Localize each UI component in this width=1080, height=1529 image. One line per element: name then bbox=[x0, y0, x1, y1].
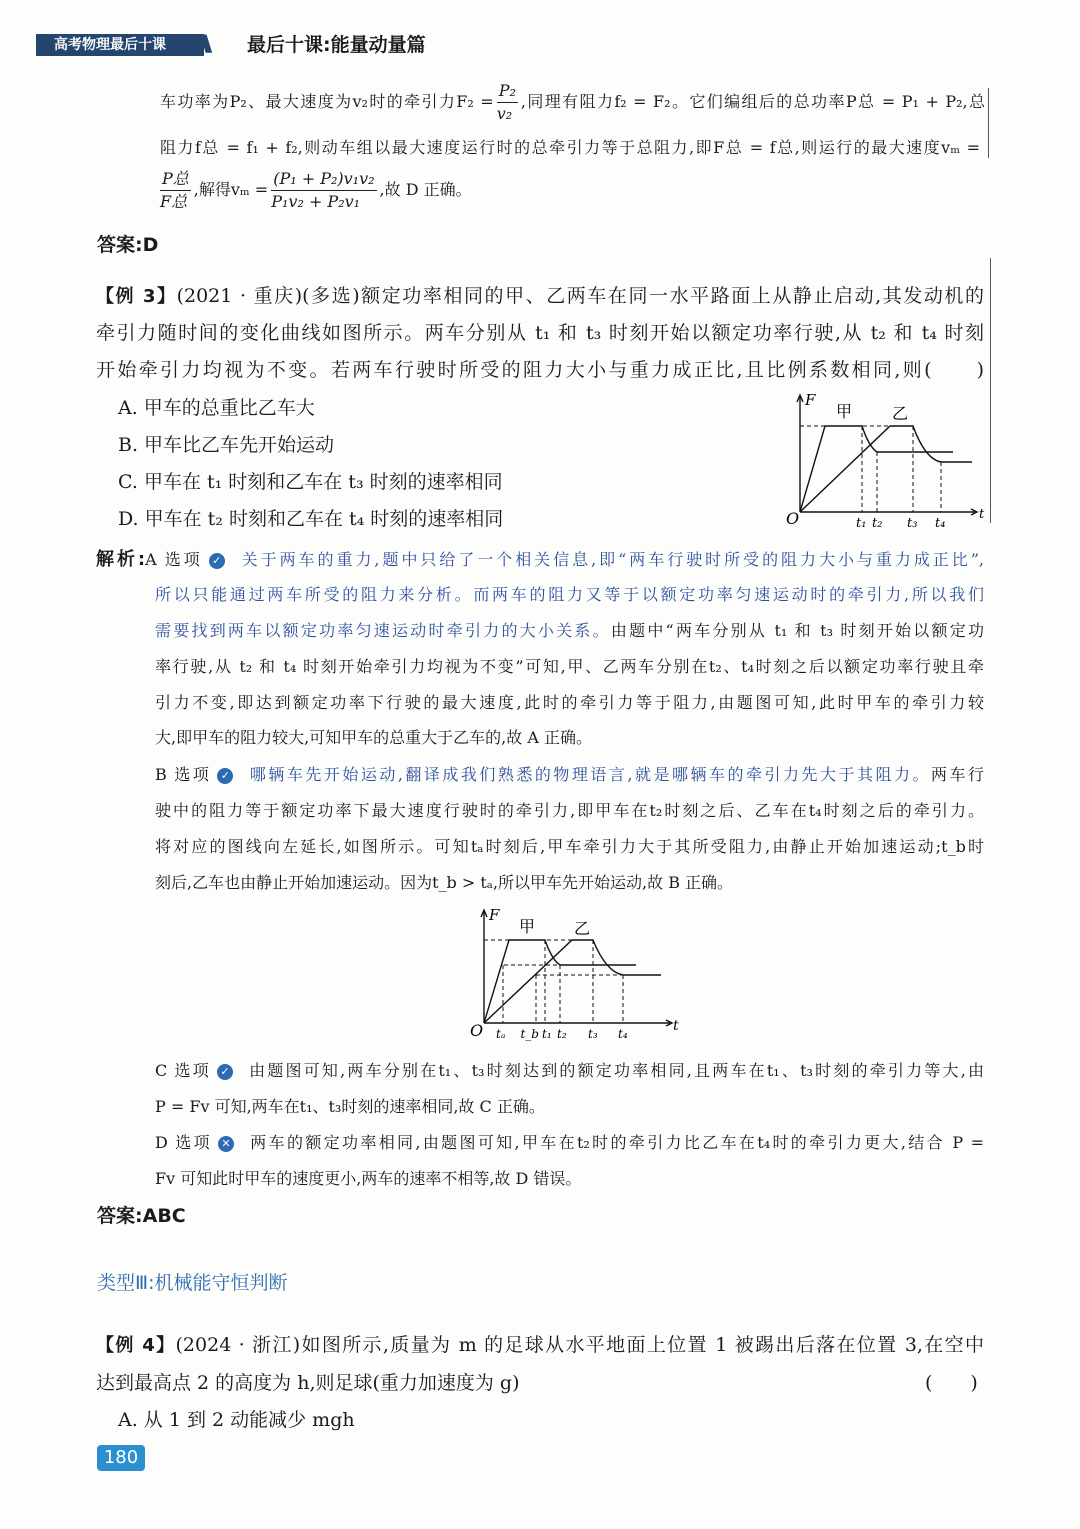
analysis-line: 大,即甲车的阻力较大,可知甲车的总重大于乙车的,故 A 正确。 bbox=[155, 728, 592, 747]
question-line: 达到最高点 2 的高度为 h,则足球(重力加速度为 g) bbox=[96, 1372, 520, 1394]
text: 两车行 bbox=[930, 765, 984, 784]
check-icon: ✓ bbox=[217, 768, 233, 784]
example-label: 【例 4】 bbox=[96, 1335, 176, 1356]
example-label: 【例 3】 bbox=[96, 286, 177, 307]
text: ,故 D 正确。 bbox=[379, 180, 472, 199]
analysis-line: 将对应的图线向左延长,如图所示。可知tₐ时刻后,甲车牵引力大于其所受阻力,由静止开始加速运动;t_b时 bbox=[155, 837, 984, 856]
text: 哪辆车先开始运动,翻译成我们熟悉的物理语言,就是哪辆车的牵引力先大于其阻力。 bbox=[247, 765, 931, 784]
chapter-title: 最后十课:能量动量篇 bbox=[247, 34, 426, 56]
tick-t4: t₄ bbox=[618, 1027, 628, 1041]
section-heading: 类型Ⅲ:机械能守恒判断 bbox=[97, 1272, 288, 1294]
fraction bbox=[271, 168, 376, 213]
denominator: P₁v₂ + P₂v₁ bbox=[271, 192, 361, 211]
analysis-line bbox=[155, 1130, 984, 1153]
text: ,解得vₘ = bbox=[193, 180, 269, 199]
fraction bbox=[497, 80, 518, 125]
axis-label-t: t bbox=[979, 507, 985, 522]
answer-blank: ( ) bbox=[925, 1372, 978, 1394]
label-yi: 乙 bbox=[574, 919, 591, 938]
tick-t1: t₁ bbox=[856, 516, 867, 531]
analysis-line bbox=[155, 762, 984, 785]
axis-label-f: F bbox=[805, 391, 816, 409]
answer bbox=[97, 230, 158, 257]
tick-t2: t₂ bbox=[872, 516, 883, 531]
origin-label: O bbox=[470, 1021, 484, 1040]
analysis-line: 引力不变,即达到额定功率下行驶的最大速度,此时的牵引力等于阻力,由题图可知,此时甲车的牵引力较 bbox=[155, 693, 984, 712]
check-icon: ✓ bbox=[217, 1064, 233, 1080]
option-a: A. 甲车的总重比乙车大 bbox=[118, 397, 315, 419]
text: (2021 · 重庆)(多选)额定功率相同的甲、乙两车在同一水平路面上从静止启动,其发动机的 bbox=[176, 285, 984, 307]
option-b: B. 甲车比乙车先开始运动 bbox=[118, 434, 335, 456]
solution-line: 阻力f总 = f₁ + f₂,则动车组以最大速度运行时的总牵引力等于总阻力,即F总 = f总,则运行的最大速度vₘ = bbox=[160, 138, 980, 157]
answer-value: ABC bbox=[142, 1205, 186, 1227]
question-line bbox=[96, 1330, 984, 1357]
option-label: A 选项 bbox=[145, 550, 203, 569]
denominator: v₂ bbox=[496, 104, 513, 123]
analysis-line: 刻后,乙车也由静止开始加速运动。因为t_b > tₐ,所以甲车先开始运动,故 B 正确。 bbox=[155, 873, 734, 892]
axis-label-t: t bbox=[673, 1018, 679, 1034]
analysis-line: 所以只能通过两车所受的阻力来分析。而两车的阻力又等于以额定功率匀速运动时的牵引力,所以我们 bbox=[155, 585, 984, 604]
question-line bbox=[96, 281, 984, 308]
answer-label: 答案: bbox=[97, 1205, 143, 1227]
text: (2024 · 浙江)如图所示,质量为 m 的足球从水平地面上位置 1 被踢出后落在位置 3,在空中 bbox=[175, 1334, 984, 1356]
cross-icon: ✕ bbox=[218, 1136, 234, 1152]
label-jia: 甲 bbox=[519, 917, 536, 936]
option-d: D. 甲车在 t₂ 时刻和乙车在 t₄ 时刻的速率相同 bbox=[118, 508, 504, 530]
numerator: (P₁ + P₂)v₁v₂ bbox=[271, 168, 376, 191]
option-c: C. 甲车在 t₁ 时刻和乙车在 t₃ 时刻的速率相同 bbox=[118, 471, 503, 493]
page-edge-line bbox=[988, 88, 989, 158]
extended-force-time-graph bbox=[460, 900, 690, 1050]
tick-ta: tₐ bbox=[496, 1027, 506, 1041]
analysis-line bbox=[96, 545, 984, 571]
tick-t3: t₃ bbox=[907, 516, 918, 531]
axis-label-f: F bbox=[489, 906, 500, 924]
text: 由题中“两车分别从 t₁ 和 t₃ 时刻开始以额定功 bbox=[610, 621, 984, 640]
solution-line bbox=[157, 168, 472, 213]
denominator: F总 bbox=[160, 192, 188, 211]
check-icon: ✓ bbox=[209, 553, 225, 569]
answer-label: 答案: bbox=[97, 234, 143, 256]
solution-line bbox=[160, 80, 985, 125]
option-label: D 选项 bbox=[155, 1133, 212, 1152]
question-line: 开始牵引力均视为不变。若两车行驶时所受的阻力大小与重力成正比,且比例系数相同,则( ) bbox=[96, 359, 984, 381]
text: 两车的额定功率相同,由题图可知,甲车在t₂时的牵引力比乙车在t₄时的牵引力更大,结合 P = bbox=[247, 1133, 984, 1152]
text: 关于两车的重力,题中只给了一个相关信息,即“两车行驶时所受的阻力大小与重力成正比”, bbox=[238, 550, 984, 569]
page-number: 180 bbox=[97, 1445, 145, 1471]
text: 由题图可知,两车分别在t₁、t₃时刻达到的额定功率相同,且两车在t₁、t₃时刻的牵引力等大,由 bbox=[246, 1061, 984, 1080]
force-time-graph bbox=[770, 385, 1000, 535]
text: 需要找到两车以额定功率匀速运动时牵引力的大小关系。 bbox=[155, 621, 611, 640]
option-a: A. 从 1 到 2 动能减少 mgh bbox=[118, 1409, 355, 1431]
tick-t2: t₂ bbox=[557, 1027, 567, 1041]
numerator: P总 bbox=[160, 168, 191, 191]
curve-yi bbox=[800, 426, 972, 512]
series-banner: 高考物理最后十课 bbox=[36, 34, 204, 56]
answer-value: D bbox=[142, 234, 159, 256]
fraction bbox=[160, 168, 191, 213]
tick-tb: t_b bbox=[520, 1027, 539, 1041]
tick-t3: t₃ bbox=[588, 1027, 598, 1041]
text: ,同理有阻力f₂ = F₂。它们编组后的总功率P总 = P₁ + P₂,总 bbox=[520, 92, 985, 111]
option-label: B 选项 bbox=[155, 765, 212, 784]
analysis-line: 率行驶,从 t₂ 和 t₄ 时刻开始牵引力均视为不变”可知,甲、乙两车分别在t₂、t₄时刻之后以额定功率行驶且牵 bbox=[155, 657, 984, 676]
origin-label: O bbox=[786, 509, 800, 528]
analysis-label: 解析: bbox=[96, 549, 146, 570]
analysis-line bbox=[155, 618, 984, 641]
tick-t4: t₄ bbox=[935, 516, 946, 531]
numerator: P₂ bbox=[497, 80, 518, 103]
analysis-line: Fv 可知此时甲车的速度更小,两车的速率不相等,故 D 错误。 bbox=[155, 1169, 582, 1188]
question-line: 牵引力随时间的变化曲线如图所示。两车分别从 t₁ 和 t₃ 时刻开始以额定功率行驶,从 t₂ 和 t₄ 时刻 bbox=[96, 322, 984, 344]
label-yi: 乙 bbox=[892, 404, 909, 423]
analysis-line: 驶中的阻力等于额定功率下最大速度行驶时的牵引力,即甲车在t₂时刻之后、乙车在t₄时刻之后的牵引力。 bbox=[155, 801, 984, 820]
curve-yi bbox=[484, 940, 661, 1023]
analysis-line: P = Fv 可知,两车在t₁、t₃时刻的速率相同,故 C 正确。 bbox=[155, 1097, 545, 1116]
tick-t1: t₁ bbox=[542, 1027, 552, 1041]
option-label: C 选项 bbox=[155, 1061, 211, 1080]
label-jia: 甲 bbox=[836, 402, 853, 421]
analysis-line bbox=[155, 1058, 984, 1081]
text: 车功率为P₂、最大速度为v₂时的牵引力F₂ = bbox=[160, 92, 494, 111]
answer bbox=[97, 1201, 186, 1228]
banner-slashes: \\\ bbox=[200, 32, 207, 57]
